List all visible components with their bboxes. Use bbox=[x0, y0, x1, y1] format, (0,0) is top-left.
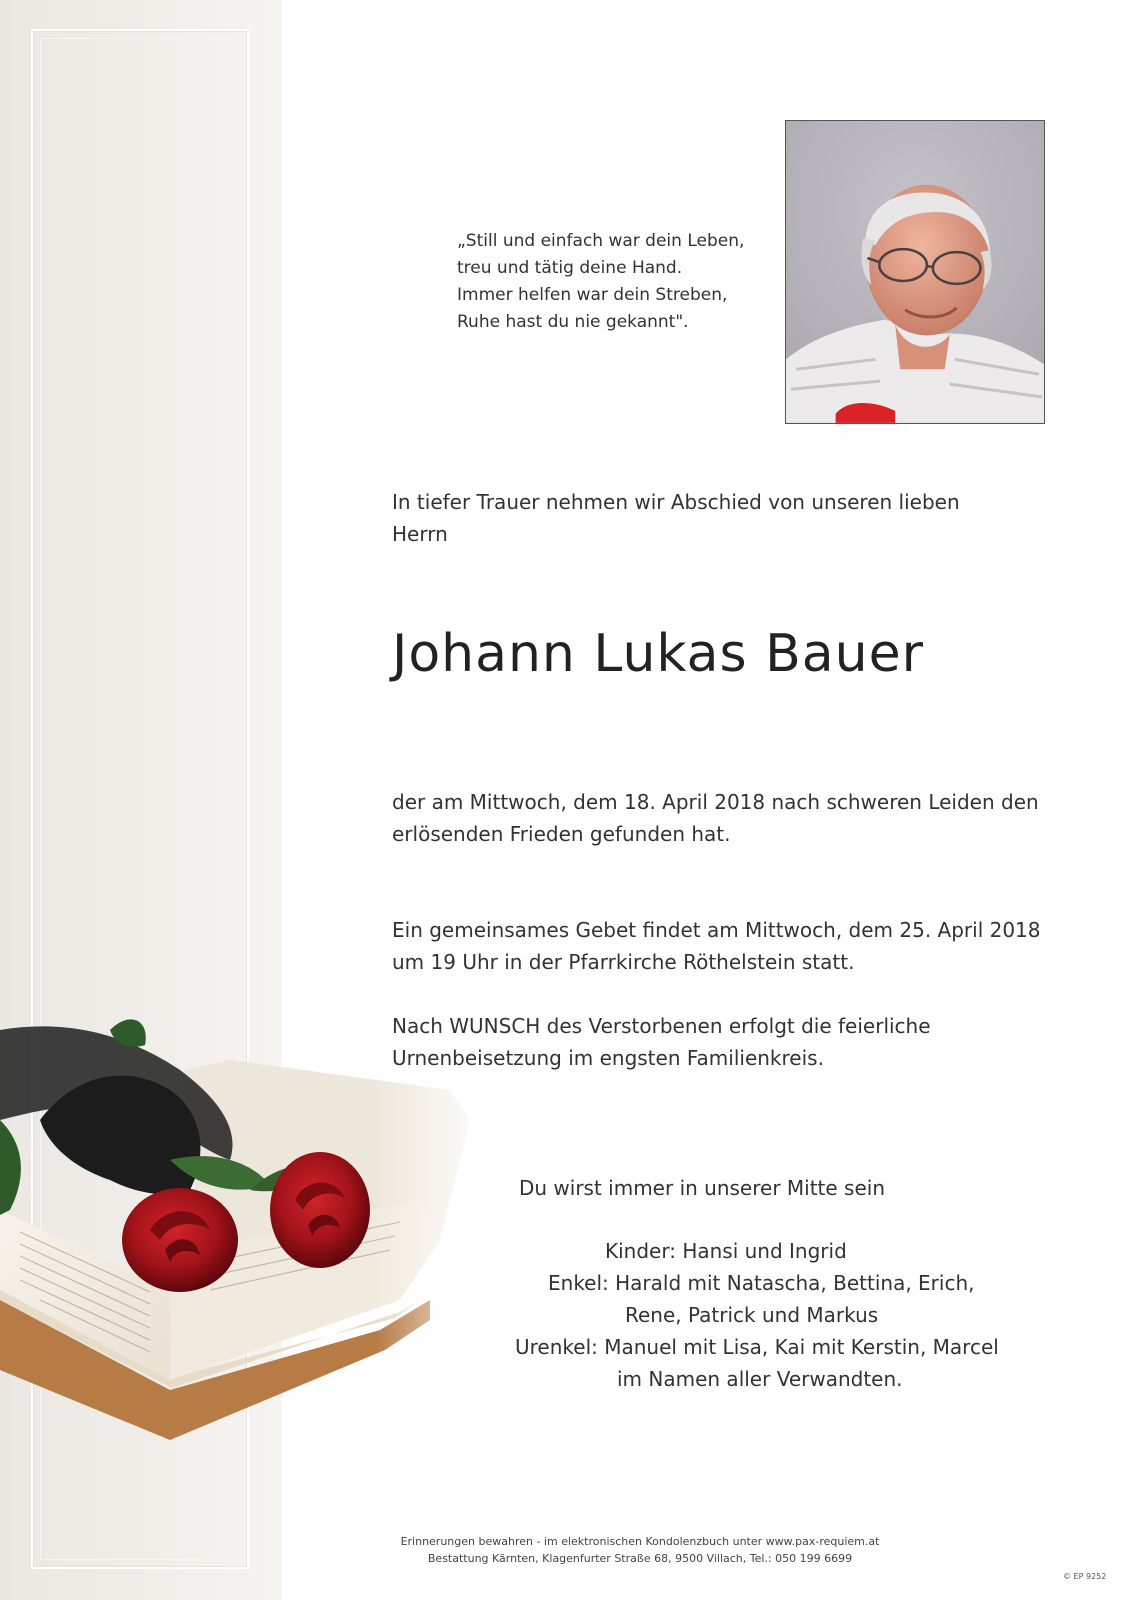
prayer-line: um 19 Uhr in der Pfarrkirche Röthelstein statt. bbox=[392, 950, 855, 974]
family-great-grandchildren: Urenkel: Manuel mit Lisa, Kai mit Kerstin, Marcel bbox=[515, 1335, 999, 1359]
prayer-line: Ein gemeinsames Gebet findet am Mittwoch, dem 25. April 2018 bbox=[392, 918, 1041, 942]
footer-line: Bestattung Kärnten, Klagenfurter Straße 68, 9500 Villach, Tel.: 050 199 6699 bbox=[427, 1552, 853, 1565]
quote-line: Ruhe hast du nie gekannt". bbox=[457, 312, 689, 332]
intro-line: In tiefer Trauer nehmen wir Abschied von unseren lieben bbox=[392, 490, 960, 514]
memorial-quote bbox=[457, 228, 777, 336]
death-notice-line: der am Mittwoch, dem 18. April 2018 nach schweren Leiden den bbox=[392, 790, 1039, 814]
quote-line: treu und tätig deine Hand. bbox=[457, 258, 683, 278]
memorial-motto: Du wirst immer in unserer Mitte sein bbox=[518, 1176, 886, 1200]
intro-text bbox=[392, 486, 1032, 550]
family-children: Kinder: Hansi und Ingrid bbox=[605, 1239, 847, 1263]
portrait-photo bbox=[785, 120, 1045, 424]
prayer-notice bbox=[392, 914, 1072, 978]
burial-line: Urnenbeisetzung im engsten Familienkreis. bbox=[392, 1046, 824, 1070]
family-grandchildren: Enkel: Harald mit Natascha, Bettina, Erich, bbox=[548, 1271, 975, 1295]
footer-line: Erinnerungen bewahren - im elektronischen Kondolenzbuch unter www.pax-requiem.at bbox=[400, 1535, 880, 1548]
footer bbox=[380, 1533, 900, 1567]
intro-line: Herrn bbox=[392, 522, 448, 546]
book-roses-illustration bbox=[0, 1000, 500, 1520]
family-relatives: im Namen aller Verwandten. bbox=[617, 1367, 903, 1391]
death-notice bbox=[392, 786, 1072, 850]
deceased-name: Johann Lukas Bauer bbox=[392, 624, 924, 684]
burial-notice bbox=[392, 1010, 1072, 1074]
death-notice-line: erlösenden Frieden gefunden hat. bbox=[392, 822, 731, 846]
quote-line: Immer helfen war dein Streben, bbox=[457, 285, 728, 305]
quote-line: „Still und einfach war dein Leben, bbox=[457, 231, 745, 251]
family-grandchildren-cont: Rene, Patrick und Markus bbox=[625, 1303, 879, 1327]
form-code: © EP 9252 bbox=[1063, 1572, 1107, 1581]
burial-line: Nach WUNSCH des Verstorbenen erfolgt die feierliche bbox=[392, 1014, 931, 1038]
